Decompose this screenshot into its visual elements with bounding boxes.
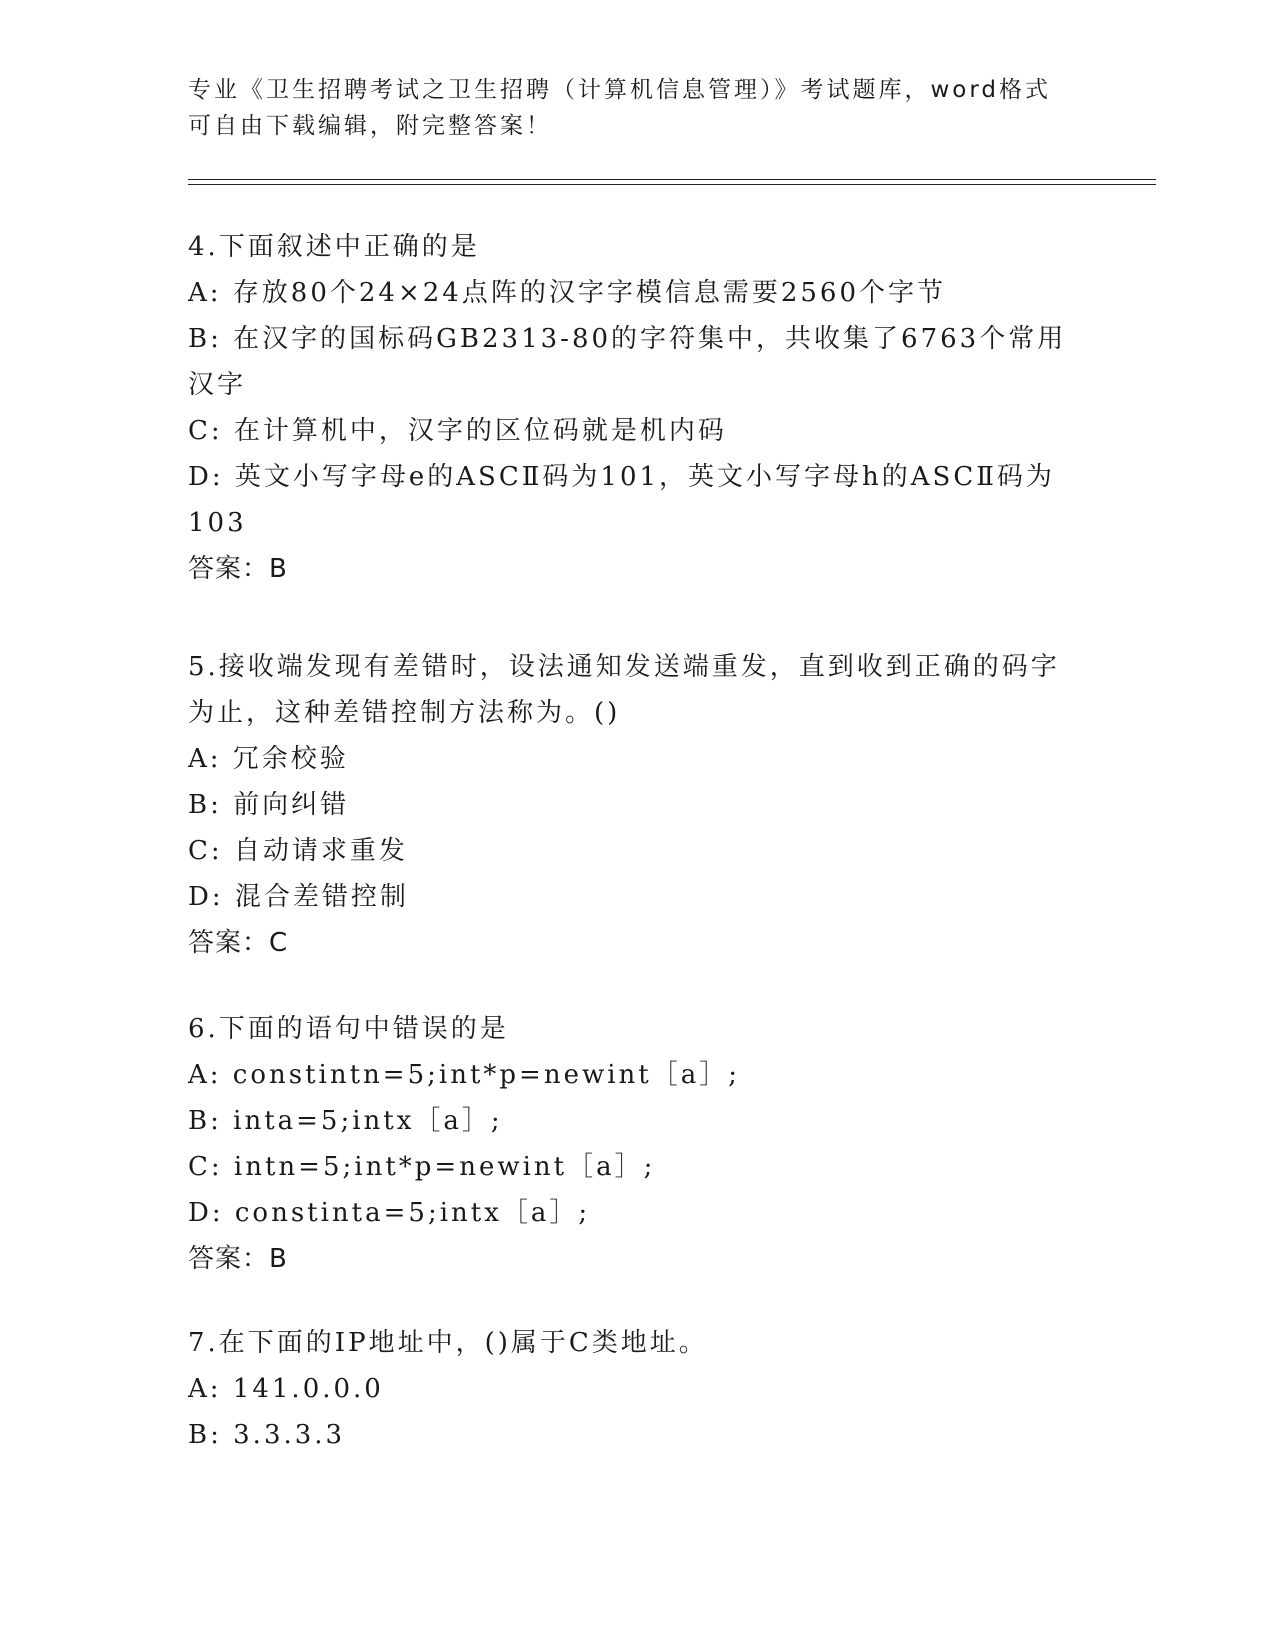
question-6 [188,1006,1088,1282]
option-b: B: 3.3.3.3 [188,1420,346,1450]
question-stem: 4.下面叙述中正确的是 [188,232,480,262]
option-a: A: 存放80个24×24点阵的汉字字模信息需要2560个字节 [188,278,947,308]
option-d: D: 英文小写字母e的ASCⅡ码为101，英文小写字母h的ASCⅡ码为103 [188,462,1055,538]
option-a: A: 141.0.0.0 [188,1374,384,1404]
question-4 [188,224,1088,592]
question-stem: 7.在下面的IP地址中，()属于C类地址。 [188,1328,708,1358]
header-rule-top [188,179,1156,180]
option-b: B: 在汉字的国标码GB2313-80的字符集中，共收集了6763个常用汉字 [188,324,1067,400]
question-stem: 5.接收端发现有差错时，设法通知发送端重发，直到收到正确的码字为止，这种差错控制方法称为。() [188,652,1060,728]
option-b: B: 前向纠错 [188,790,350,820]
question-5 [188,644,1088,966]
answer: 答案：C [188,928,289,958]
option-c: C: 自动请求重发 [188,836,408,866]
option-d: D: 混合差错控制 [188,882,409,912]
header-rule-bottom [188,184,1156,185]
question-7 [188,1320,1088,1458]
answer: 答案：B [188,554,288,584]
option-c: C: 在计算机中，汉字的区位码就是机内码 [188,416,727,446]
option-a: A: 冗余校验 [188,744,349,774]
option-d: D: constinta=5;intx［a］; [188,1198,591,1228]
option-c: C: intn=5;int*p=newint［a］; [188,1152,656,1182]
option-a: A: constintn=5;int*p=newint［a］; [188,1060,740,1090]
question-stem: 6.下面的语句中错误的是 [188,1014,509,1044]
answer: 答案：B [188,1244,288,1274]
option-b: B: inta=5;intx［a］; [188,1106,503,1136]
document-header: 专业《卫生招聘考试之卫生招聘（计算机信息管理）》考试题库，word格式可自由下载编辑，附完整答案！ [188,77,1052,139]
